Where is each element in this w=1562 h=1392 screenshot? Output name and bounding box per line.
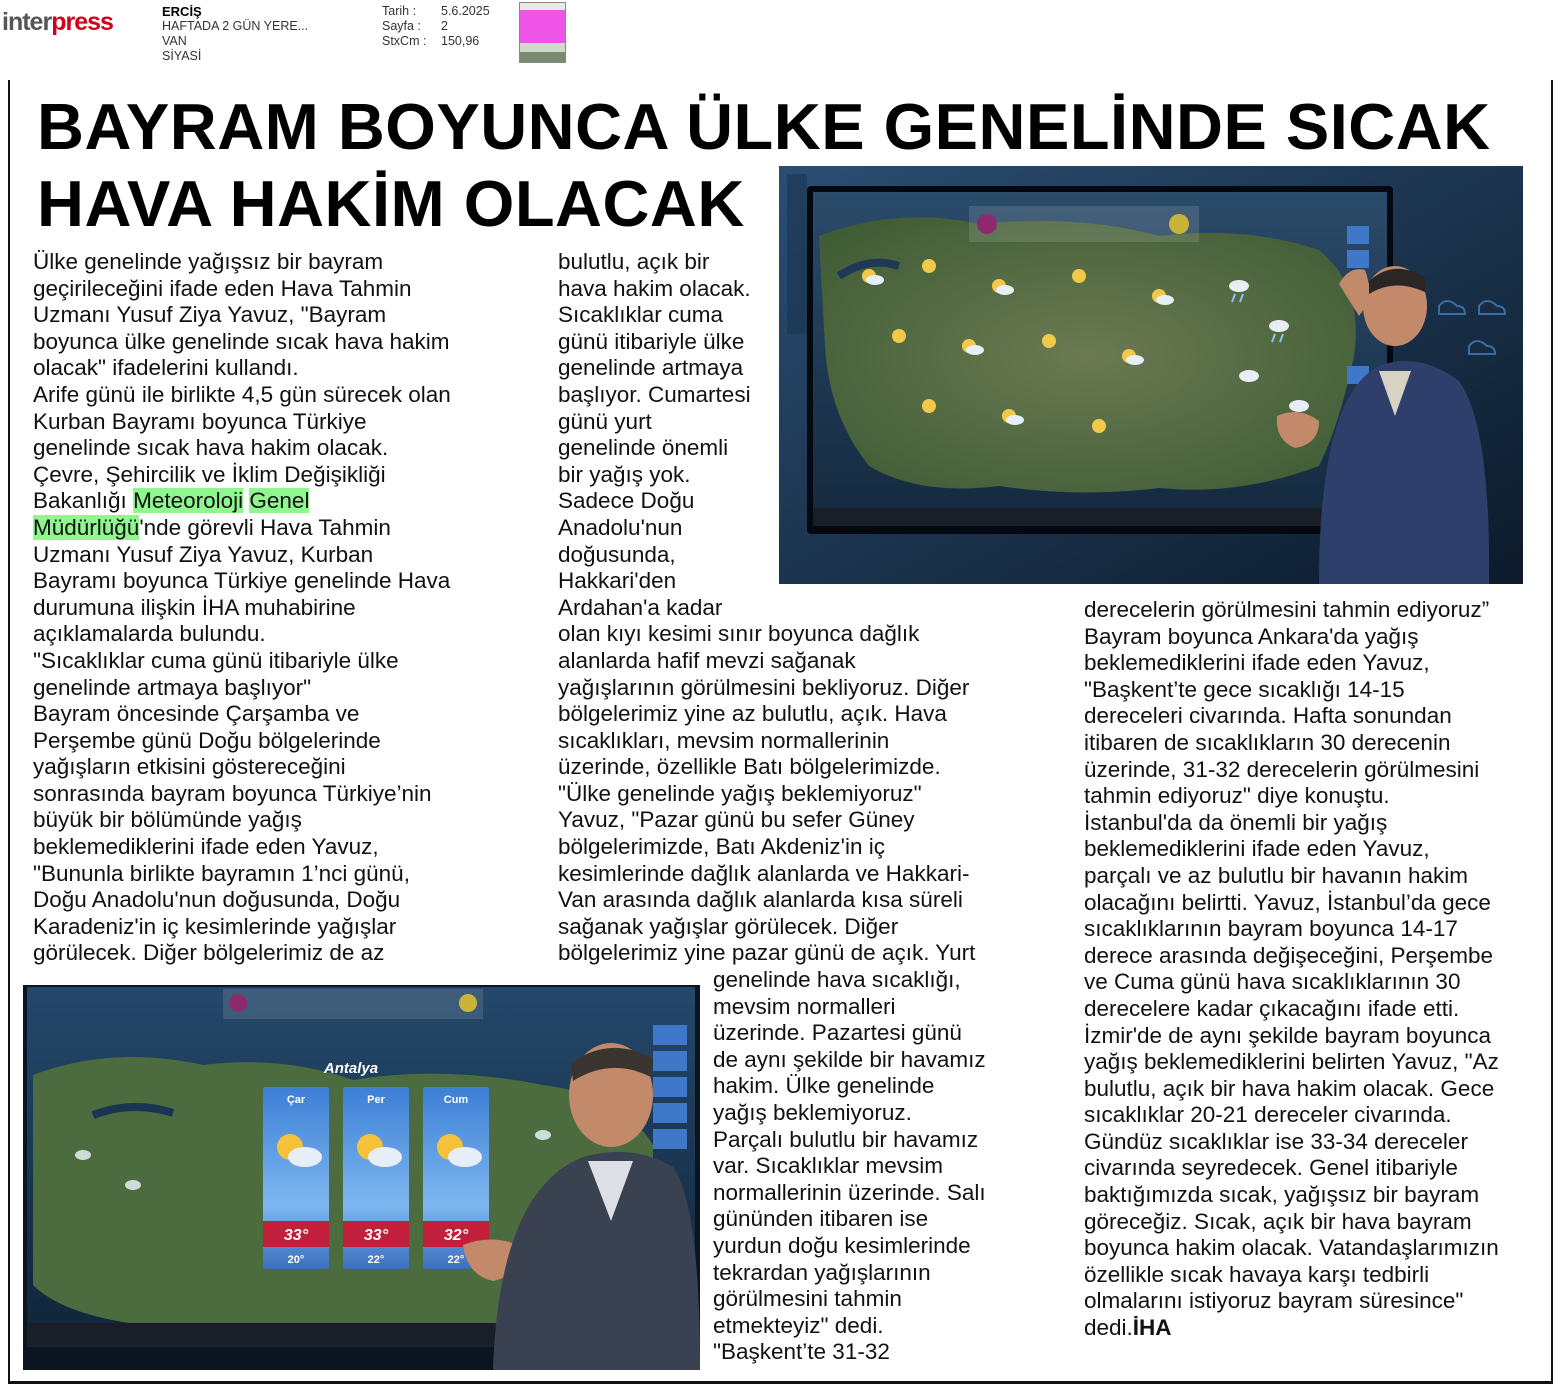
paragraph-line: günü itibariyle ülke	[558, 328, 745, 354]
headline-line-1: BAYRAM BOYUNCA ÜLKE GENELİNDE SICAK	[37, 90, 1491, 163]
paragraph-line: geçirileceğini ifade eden Hava Tahmin	[33, 275, 412, 301]
clipping-header	[0, 0, 1562, 80]
paragraph-line: Kurban Bayramı boyunca Türkiye	[33, 408, 367, 434]
paragraph-line: yağışların etkisini göstereceğini	[33, 754, 346, 780]
paragraph-line: beklemediklerini ifade eden Yavuz,	[33, 834, 379, 860]
paragraph-line: "Başkent’te gece sıcaklığı 14-15	[1084, 676, 1405, 702]
headline-line-2: HAVA HAKİM OLACAK	[37, 167, 745, 240]
paragraph-line: özellikle sıcak havaya karşı tedbirli	[1084, 1261, 1430, 1287]
section: SİYASİ	[162, 49, 202, 63]
paragraph-line: dereceleri civarında. Hafta sonundan	[1084, 703, 1452, 729]
forecast-day-label: Cum	[443, 1094, 469, 1106]
paragraph-line: açıklamalarda bulundu.	[33, 621, 266, 647]
paragraph-line: durumuna ilişkin İHA muhabirine	[33, 594, 356, 620]
forecast-low-temp: 22°	[367, 1254, 385, 1266]
paragraph-line: boyunca hakim olacak. Vatandaşlarımızın	[1084, 1235, 1499, 1261]
forecast-high-temp: 33°	[283, 1227, 309, 1244]
forecast-high-temp: 32°	[443, 1227, 469, 1244]
text-column-3	[1084, 597, 1499, 1342]
paragraph-line: Karadeniz'in iç kesimlerinde yağışlar	[33, 913, 397, 939]
paragraph-line: Bayramı boyunca Türkiye genelinde Hava	[33, 568, 451, 594]
paragraph-line: Parçalı bulutlu bir havamız	[713, 1126, 979, 1152]
paragraph-line: yağış beklemediklerini belirten Yavuz, "Az	[1084, 1049, 1499, 1075]
short-headline: HAFTADA 2 GÜN YERE...	[162, 19, 309, 33]
paragraph-line: görülmesini tahmin	[713, 1286, 902, 1312]
forecast-day-label: Çar	[286, 1094, 306, 1106]
paragraph-line: genelinde sıcak hava hakim olacak.	[33, 435, 389, 461]
highlighted-keyword: Genel	[249, 488, 310, 514]
paragraph-line: genelinde önemli	[558, 435, 729, 461]
paragraph-line: İstanbul'da da önemli bir yağış	[1084, 809, 1388, 835]
highlighted-keyword: Meteoroloji	[133, 488, 244, 514]
photo-antalya-forecast-image	[23, 985, 700, 1370]
forecast-high-temp: 33°	[363, 1227, 389, 1244]
paragraph-line: alanlarda hafif mevzi sağanak	[558, 647, 856, 673]
page-label: Sayfa :	[382, 19, 421, 33]
paragraph-line: bir yağış yok.	[558, 461, 691, 487]
photo-antalya-forecast	[23, 985, 700, 1370]
paragraph-line: itibaren de sıcaklıkların 30 derecenin	[1084, 729, 1451, 755]
paragraph-line: Bayram öncesinde Çarşamba ve	[33, 701, 360, 727]
paragraph-line: olan kıyı kesimi sınır boyunca dağlık	[558, 621, 920, 647]
paragraph-line: tekrardan yağışlarının	[713, 1259, 931, 1285]
paragraph-line: bulutlu, açık bir	[558, 249, 710, 274]
paragraph-line: gününden itibaren ise	[713, 1206, 929, 1232]
forecast-card-day-2	[343, 1087, 409, 1269]
text-segment: dedi.	[1084, 1315, 1133, 1341]
stxcm-value: 150,96	[441, 34, 480, 48]
meta-values	[441, 4, 521, 49]
paragraph-line: Sıcaklıklar cuma	[558, 302, 724, 328]
paragraph-line: derecelere kadar çıkacağını ifade etti.	[1084, 995, 1460, 1021]
paragraph-line: üzerinde. Pazartesi günü	[713, 1020, 962, 1046]
paragraph-line: bölgelerimiz yine az bulutlu, açık. Hava	[558, 701, 947, 727]
forecast-day-label: Per	[367, 1094, 385, 1106]
paragraph-line: Perşembe günü Doğu bölgelerinde	[33, 727, 381, 753]
paragraph-line: Hakkari'den	[558, 568, 677, 594]
paragraph-line: Uzmanı Yusuf Ziya Yavuz, Kurban	[33, 541, 374, 567]
stxcm-label: StxCm :	[382, 34, 427, 48]
forecast-city: Antalya	[323, 1060, 379, 1077]
paragraph-line: yağışlarının görülmesini bekliyoruz. Diğer	[558, 674, 970, 700]
cloud-icon	[288, 1147, 322, 1167]
forecast-low-temp: 22°	[447, 1254, 465, 1266]
paragraph-line: sıcaklıklar 20-21 dereceler civarında.	[1084, 1102, 1452, 1128]
paragraph-line: beklemediklerini ifade eden Yavuz,	[1084, 836, 1430, 862]
paragraph-line: genelinde artmaya	[558, 355, 744, 381]
paragraph-line: hakim. Ülke genelinde	[713, 1073, 935, 1099]
paragraph-line: Arife günü ile birlikte 4,5 gün sürecek olan	[33, 381, 451, 407]
logo-text-highlight: press	[51, 8, 113, 36]
paragraph-line: üzerinde, 31-32 derecelerin görülmesini	[1084, 756, 1480, 782]
logo-text: inter	[2, 8, 52, 36]
paragraph-line: derece arasında değişeceğini, Perşembe	[1084, 942, 1493, 968]
forecast-card-day-1	[263, 1087, 329, 1269]
paragraph-line: hava hakim olacak.	[558, 275, 751, 301]
date-value: 5.6.2025	[441, 4, 490, 18]
text-segment: 'nde görevli Hava Tahmin	[139, 514, 391, 540]
paragraph-line: Uzmanı Yusuf Ziya Yavuz, "Bayram	[33, 302, 387, 328]
paragraph-line: "Başkent’te 31-32	[713, 1339, 890, 1365]
paragraph-line-highlight	[33, 488, 451, 515]
paragraph-line: başlıyor. Cumartesi	[558, 381, 751, 407]
paragraph-line: kesimlerinde dağlık alanlarda ve Hakkari-	[558, 860, 970, 886]
paragraph-line: Bayram boyunca Ankara'da yağış	[1084, 623, 1419, 649]
paragraph-line: genelinde hava sıcaklığı,	[713, 967, 961, 993]
cloud-icon	[448, 1147, 482, 1167]
paragraph-line: İzmir'de de aynı şekilde bayram boyunca	[1084, 1022, 1491, 1048]
paragraph-line: olmalarını istiyoruz bayram süresince"	[1084, 1288, 1464, 1314]
text-segment: Bakanlığı	[33, 488, 134, 514]
paper-name: ERCİŞ	[162, 4, 202, 19]
paragraph-line: Van arasında dağlık alanlarda kısa süreli	[558, 887, 963, 913]
paragraph-line-highlight	[33, 515, 451, 542]
paragraph-line: "Sıcaklıklar cuma günü itibariyle ülke	[33, 647, 399, 673]
paragraph-line: "Ülke genelinde yağış beklemiyoruz"	[558, 780, 922, 806]
paragraph-line: olacağını belirtti. Yavuz, İstanbul’da gece	[1084, 889, 1491, 915]
paragraph-line: ve Cuma günü hava sıcaklıklarının 30	[1084, 969, 1461, 995]
paragraph-line: genelinde artmaya başlıyor"	[33, 674, 312, 700]
interpress-logo	[2, 8, 113, 37]
paragraph-line: sıcaklıkları, mevsim normallerinin	[558, 727, 890, 753]
paragraph-line: Anadolu'nun	[558, 514, 683, 540]
paragraph-line: boyunca ülke genelinde sıcak hava hakim	[33, 328, 450, 354]
paragraph-line: günü yurt	[558, 408, 652, 434]
date-label: Tarih :	[382, 4, 417, 18]
paragraph-line: Ardahan'a kadar	[558, 594, 723, 620]
paragraph-line: baktığımızda sıcak, yağışsız bir bayram	[1084, 1182, 1480, 1208]
paragraph-line: Doğu Anadolu'nun doğusunda, Doğu	[33, 887, 401, 913]
page-thumbnail[interactable]	[519, 2, 566, 63]
paragraph-line: büyük bir bölümünde yağış	[33, 807, 302, 833]
paragraph-line: sonrasında bayram boyunca Türkiye’nin	[33, 780, 432, 806]
publication-info	[162, 4, 342, 64]
paragraph-line: de aynı şekilde bir havamız	[713, 1046, 986, 1072]
city: VAN	[162, 34, 187, 48]
paragraph-line: göreceğiz. Sıcak, açık bir hava bayram	[1084, 1208, 1472, 1234]
paragraph-line: derecelerin görülmesini tahmin ediyoruz”	[1084, 597, 1490, 622]
paragraph-line: civarında seyredecek. Genel itibariyle	[1084, 1155, 1458, 1181]
paragraph-line: üzerinde, özellikle Batı bölgelerimizde.	[558, 754, 941, 780]
paragraph-line: sıcaklıklarının bayram boyunca 14-17	[1084, 916, 1458, 942]
paragraph-line: beklemediklerini ifade eden Yavuz,	[1084, 650, 1430, 676]
paragraph-line: bölgelerimiz yine pazar günü de açık. Yurt	[558, 940, 976, 966]
paragraph-line: tahmin ediyoruz" diye konuştu.	[1084, 783, 1390, 809]
paragraph-line: mevsim normalleri	[713, 993, 896, 1019]
forecast-low-temp: 20°	[287, 1254, 305, 1266]
paragraph-line: bulutlu, açık bir hava hakim olacak. Gece	[1084, 1075, 1495, 1101]
paragraph-line: yurdun doğu kesimlerinde	[713, 1232, 971, 1258]
paragraph-line: etmekteyiz" dedi.	[713, 1312, 884, 1338]
paragraph-line: görülecek. Diğer bölgelerimiz de az	[33, 940, 385, 966]
paragraph-line: yağış beklemiyoruz.	[713, 1100, 912, 1125]
text-column-1	[33, 249, 451, 967]
agency-signature: İHA	[1132, 1315, 1172, 1341]
page-value: 2	[441, 19, 448, 33]
paragraph-line: Çevre, Şehircilik ve İklim Değişikliği	[33, 461, 386, 487]
highlighted-keyword: Müdürlüğü	[33, 514, 140, 540]
cloud-icon	[368, 1147, 402, 1167]
paragraph-line: Sadece Doğu	[558, 488, 695, 514]
paragraph-line: Ülke genelinde yağışsız bir bayram	[33, 249, 384, 274]
paragraph-line: parçalı ve az bulutlu bir havanın hakim	[1084, 862, 1468, 888]
paragraph-line: bölgelerimizde, Batı Akdeniz'in iç	[558, 834, 885, 860]
paragraph-line: Yavuz, "Pazar günü bu sefer Güney	[558, 807, 915, 833]
paragraph-line: Gündüz sıcaklıklar ise 33-34 dereceler	[1084, 1128, 1468, 1154]
paragraph-line: sağanak yağışlar görülecek. Diğer	[558, 913, 899, 939]
paragraph-line: "Bununla birlikte bayramın 1’nci günü,	[33, 860, 410, 886]
paragraph-line: var. Sıcaklıklar mevsim	[713, 1153, 944, 1179]
paragraph-line: normallerinin üzerinde. Salı	[713, 1179, 986, 1205]
paragraph-line: doğusunda,	[558, 541, 676, 567]
paragraph-line-sign	[1084, 1315, 1499, 1342]
paragraph-line: olacak" ifadelerini kullandı.	[33, 355, 299, 381]
